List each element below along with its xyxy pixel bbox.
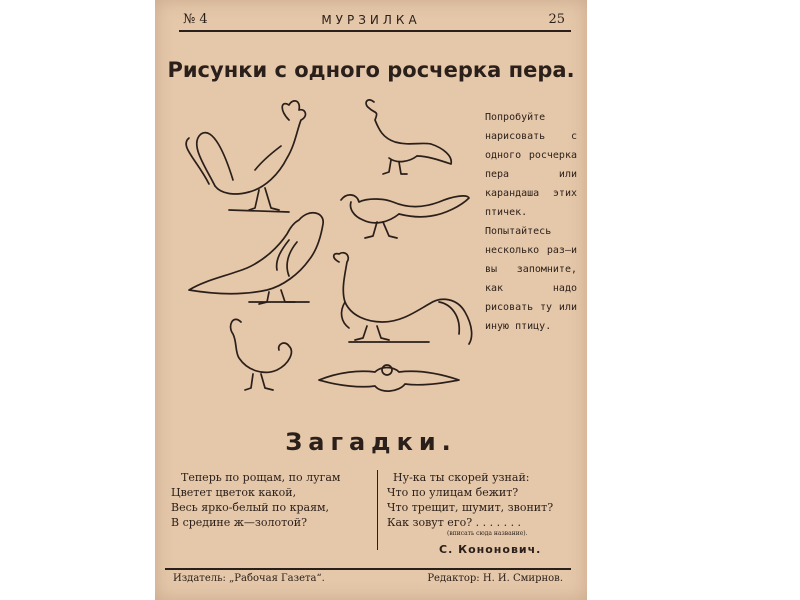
editor-credit: Редактор: Н. И. Смирнов. (427, 573, 563, 584)
flying-bird-drawing (319, 365, 459, 391)
magazine-name: МУРЗИЛКА (321, 13, 421, 27)
page-number: 25 (548, 12, 565, 27)
magazine-page (155, 0, 587, 600)
header-rule (179, 30, 571, 32)
riddle-line: Ну-ка ты скорей узнай: (393, 471, 530, 484)
riddle-line: Весь ярко-белый по краям, (171, 501, 330, 514)
publisher-credit: Издатель: „Рабочая Газета“. (173, 573, 325, 584)
column-divider (377, 470, 378, 550)
sparrow-drawing (231, 319, 292, 390)
riddle-line: Теперь по рощам, по лугам (181, 471, 341, 484)
instructions-text: Попробуйте нарисовать с одного росчерка пера или карандаша этих птичек. Попытайтесь несколько раз—и вы запомните, как надо рисовать ту или иную птицу. (485, 112, 577, 332)
riddle-author: С. Кононович. (439, 543, 542, 556)
magpie-drawing (341, 195, 469, 238)
bird-drawings (169, 90, 479, 400)
crested-bird-drawing (366, 100, 451, 174)
footer-rule (165, 568, 571, 570)
riddle-line: Как зовут его? . . . . . . . (387, 516, 522, 529)
page-header (155, 10, 587, 32)
issue-number: № 4 (183, 12, 208, 27)
riddle-line: В средине ж—золотой? (171, 516, 308, 529)
riddle-line: Цветет цветок какой, (171, 486, 297, 499)
pheasant-drawing (334, 253, 472, 344)
rooster-drawing (186, 101, 305, 212)
riddle-line: Что трещит, шумит, звонит? (387, 501, 554, 514)
crow-drawing (189, 213, 323, 304)
riddle-line: Что по улицам бежит? (387, 486, 519, 499)
page-title: Рисунки с одного росчерка пера. (167, 58, 575, 82)
riddle-left (171, 470, 371, 530)
answer-hint: (вписать сюда название). (447, 530, 528, 537)
riddle-right (387, 470, 587, 530)
riddles-title: Загадки. (285, 428, 457, 456)
